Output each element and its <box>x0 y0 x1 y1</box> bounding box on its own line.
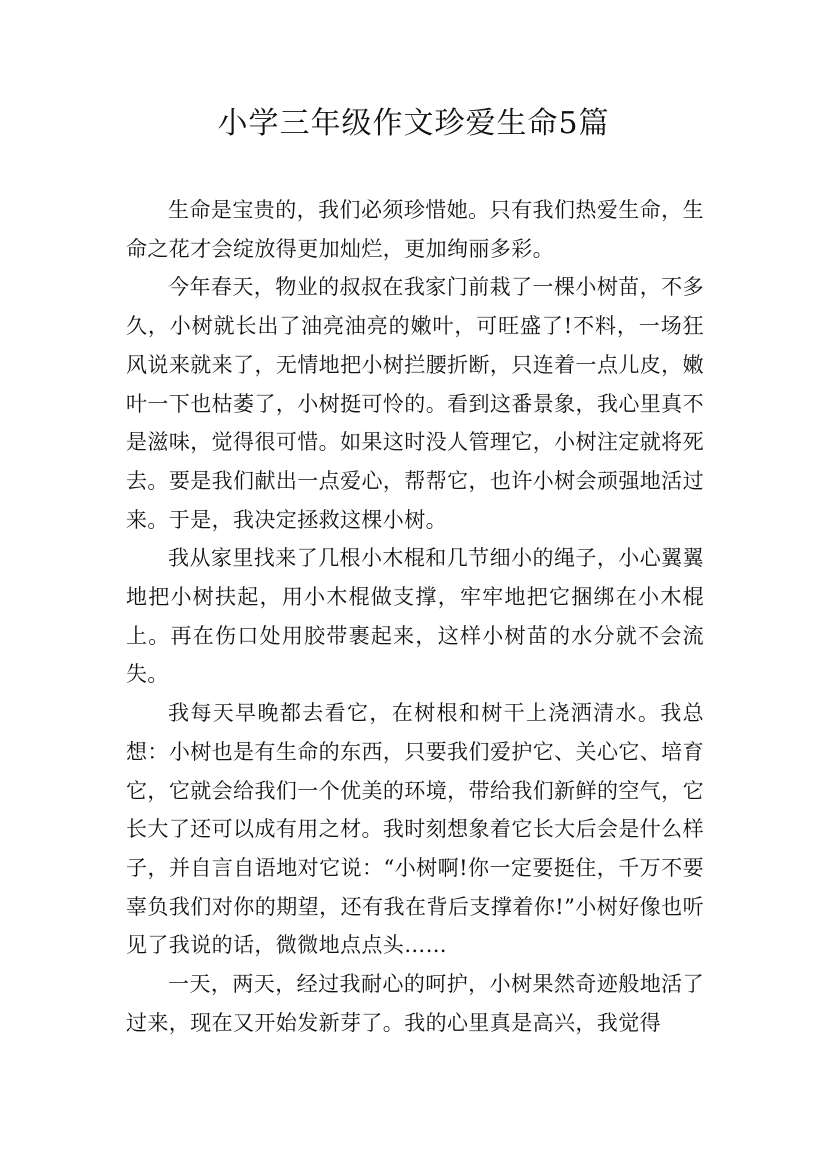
paragraph: 一天，两天，经过我耐心的呵护，小树果然奇迹般地活了过来，现在又开始发新芽了。我的心里真是高兴，我觉得 <box>126 972 704 1035</box>
paragraph: 生命是宝贵的，我们必须珍惜她。只有我们热爱生命，生命之花才会绽放得更加灿烂，更加绚丽多彩。 <box>126 198 704 261</box>
document-title: 小学三年级作文珍爱生命5篇 <box>217 106 610 141</box>
paragraph: 我从家里找来了几根小木棍和几节细小的绳子，小心翼翼地把小树扶起，用小木棍做支撑，牢牢地把它捆绑在小木棍上。再在伤口处用胶带裹起来，这样小树苗的水分就不会流失。 <box>126 546 704 687</box>
paragraph: 我每天早晚都去看它，在树根和树干上浇洒清水。我总想：小树也是有生命的东西，只要我们爱护它、关心它、培育它，它就会给我们一个优美的环境，带给我们新鲜的空气，它长大了还可以成有用之材。我时刻想象着它长大后会是什么样子，并自言自语地对它说：“小树啊!你一定要挺住，千万不要辜负我们对你的期望，还有我在背后支撑着你!”小树好像也听见了我说的话，微微地点点头…… <box>126 701 704 958</box>
paragraph: 今年春天，物业的叔叔在我家门前栽了一棵小树苗，不多久，小树就长出了油亮油亮的嫩叶，可旺盛了!不料，一场狂风说来就来了，无情地把小树拦腰折断，只连着一点儿皮，嫩叶一下也枯萎了，小树挺可怜的。看到这番景象，我心里真不是滋味，觉得很可惜。如果这时没人管理它，小树注定就将死去。要是我们献出一点爱心，帮帮它，也许小树会顽强地活过来。于是，我决定拯救这棵小树。 <box>126 275 704 532</box>
document-body <box>126 191 704 1042</box>
